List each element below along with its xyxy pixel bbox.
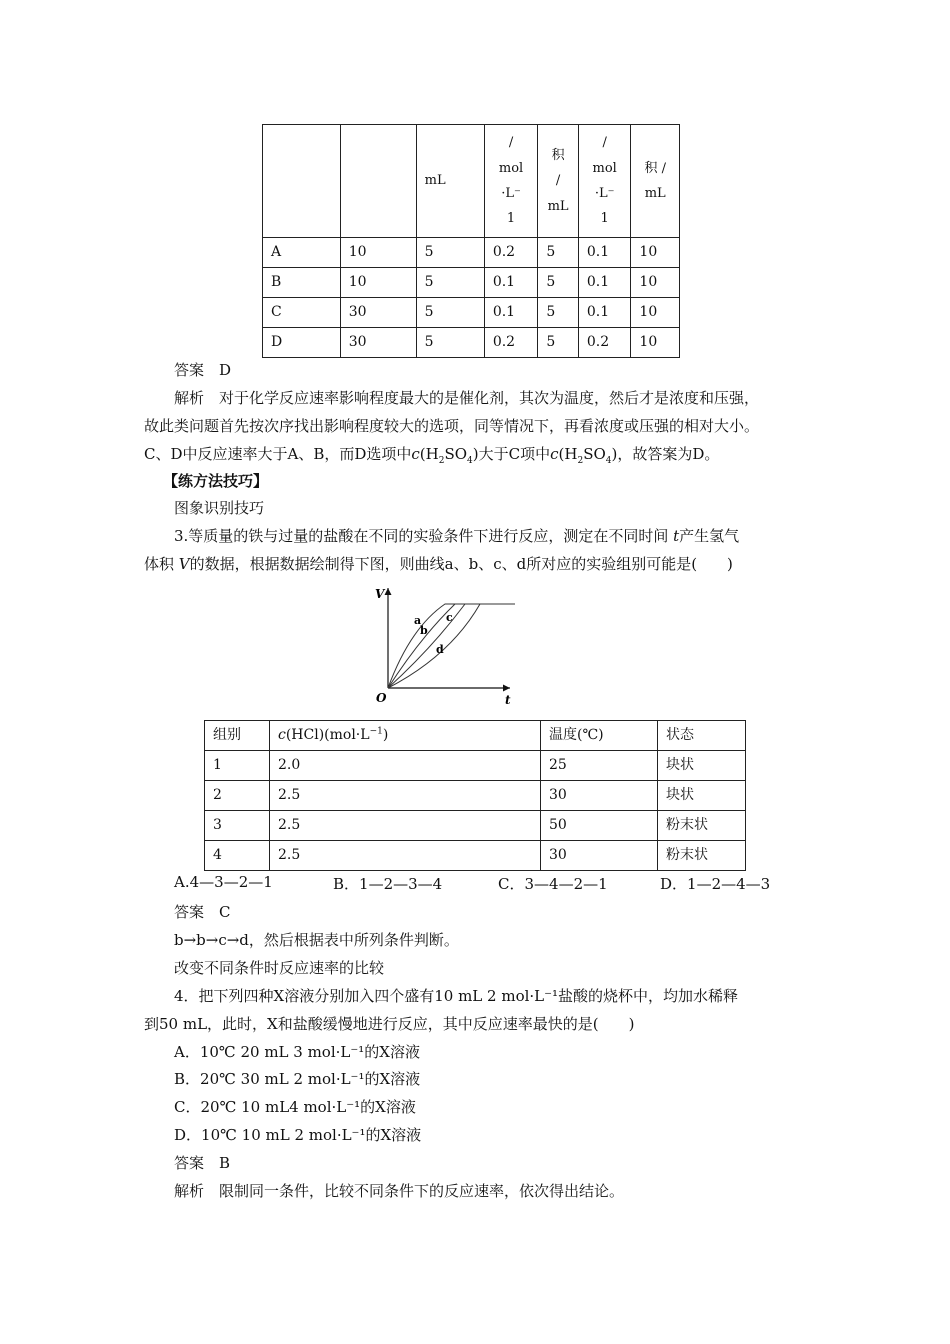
table-cell: 块状 [658, 781, 746, 811]
q3-line2: 体积 V的数据，根据数据绘制得下图，则曲线a、b、c、d所对应的实验组别可能是( ) [144, 555, 733, 573]
table-cell: 25 [541, 751, 658, 781]
table-cell: 5 [538, 268, 579, 298]
table-row [263, 328, 680, 358]
table-cell: 0.1 [578, 238, 631, 268]
curve-c [388, 604, 465, 688]
curve-label-d: d [436, 643, 444, 656]
q2-analysis-line2: 故此类问题首先按次序找出影响程度较大的选项，同等情况下，再看浓度或压强的相对大小。 [144, 417, 760, 435]
table-cell: 10 [340, 238, 416, 268]
q2-analysis-line3: C、D中反应速率大于A、B，而D选项中$c(H_2SO_4)$大于C项中$c(H_2SO_4)$，故答案为D。 [144, 445, 720, 466]
curve-label-b: b [420, 624, 428, 637]
table-cell: 2.0 [270, 751, 541, 781]
table-cell: 10 [340, 268, 416, 298]
curve-b [388, 604, 455, 688]
q4-analysis: 解析 限制同一条件，比较不同条件下的反应速率，依次得出结论。 [174, 1182, 625, 1200]
table-cell: 30 [541, 781, 658, 811]
table-cell: 块状 [658, 751, 746, 781]
table-cell: 2.5 [270, 841, 541, 871]
table-header-cell: 积 / mL [631, 125, 680, 238]
table-cell: D [263, 328, 341, 358]
table-cell: 2 [205, 781, 270, 811]
table-cell: 2.5 [270, 811, 541, 841]
q2-answer: 答案 D [174, 361, 232, 379]
table-cell: 0.1 [578, 268, 631, 298]
q3-line1: 3.等质量的铁与过量的盐酸在不同的实验条件下进行反应，测定在不同时间 t产生氢气 [174, 527, 740, 545]
q2-analysis-line1: 解析 对于化学反应速率影响程度最大的是催化剂，其次为温度，然后才是浓度和压强， [174, 389, 760, 407]
q4-line2: 到50 mL，此时，X和盐酸缓慢地进行反应，其中反应速率最快的是( ) [144, 1015, 635, 1033]
table-cell: 5 [538, 238, 579, 268]
table-cell: 0.1 [578, 298, 631, 328]
x-axis-label: t [505, 693, 511, 707]
q3-option-c: C．3—4—2—1 [498, 875, 608, 893]
y-axis-label: V [375, 587, 385, 601]
table-cell: 10 [631, 328, 680, 358]
q4-answer: 答案 B [174, 1154, 231, 1172]
table-cell: 30 [340, 298, 416, 328]
table-cell: 粉末状 [658, 811, 746, 841]
table-cell: 5 [416, 328, 484, 358]
section-subheading: 图象识别技巧 [174, 499, 265, 517]
table-cell: 10 [631, 268, 680, 298]
table-header-cell [340, 125, 416, 238]
table-cell: A [263, 238, 341, 268]
table-cell: 5 [538, 328, 579, 358]
table-header-cell: mL [416, 125, 484, 238]
origin-label: O [376, 691, 387, 705]
table-cell: 5 [538, 298, 579, 328]
table-row [205, 841, 746, 871]
table-cell: 0.2 [484, 238, 538, 268]
table-cell: 0.1 [484, 298, 538, 328]
table-cell: B [263, 268, 341, 298]
table-cell: 30 [541, 841, 658, 871]
table-cell: 4 [205, 841, 270, 871]
table-cell: 5 [416, 268, 484, 298]
q4-line1: 4．把下列四种X溶液分别加入四个盛有10 mL 2 mol·L⁻¹盐酸的烧杯中，均加水稀释 [174, 987, 739, 1005]
table-cell: 10 [631, 238, 680, 268]
table-cell: 10 [631, 298, 680, 328]
table-row [205, 781, 746, 811]
table-header-cell: 状态 [658, 721, 746, 751]
table-cell: 5 [416, 298, 484, 328]
q3-explain: b→b→c→d，然后根据表中所列条件判断。 [174, 931, 459, 949]
table-row [205, 811, 746, 841]
q4-option-d: D．10℃ 10 mL 2 mol·L⁻¹的X溶液 [174, 1126, 422, 1144]
table-row [205, 751, 746, 781]
q4-option-a: A．10℃ 20 mL 3 mol·L⁻¹的X溶液 [174, 1043, 420, 1061]
table-header-cell: $c(HCl)(mol\cdot L^{-1})$ [270, 721, 541, 751]
table-cell: 3 [205, 811, 270, 841]
section-heading: 【练方法技巧】 [163, 472, 269, 490]
curve-label-a: a [414, 614, 422, 627]
table-cell: 50 [541, 811, 658, 841]
table-cell: 1 [205, 751, 270, 781]
table-header-row [205, 721, 746, 751]
conditions-table [204, 720, 746, 871]
table-header-cell: 温度(℃) [541, 721, 658, 751]
table-row [263, 298, 680, 328]
table-cell: 30 [340, 328, 416, 358]
table-row [263, 268, 680, 298]
table-header-cell: 积 / mL [538, 125, 579, 238]
q4-option-c: C．20℃ 10 mL4 mol·L⁻¹的X溶液 [174, 1098, 416, 1116]
table-row [263, 238, 680, 268]
table-header-cell: / mol ·L⁻ 1 [578, 125, 631, 238]
experiment-table [262, 124, 680, 358]
table-cell: 5 [416, 238, 484, 268]
table-header-cell [263, 125, 341, 238]
curve-label-c: c [446, 611, 453, 624]
table-header-row [263, 125, 680, 238]
table-cell: C [263, 298, 341, 328]
q3-option-d: D．1—2—4—3 [660, 875, 771, 893]
table-cell: 0.2 [578, 328, 631, 358]
table-header-cell: / mol ·L⁻ 1 [484, 125, 538, 238]
table-header-cell: 组别 [205, 721, 270, 751]
q3-option-b: B．1—2—3—4 [333, 875, 443, 893]
table-cell: 2.5 [270, 781, 541, 811]
subheading-2: 改变不同条件时反应速率的比较 [174, 959, 385, 977]
table-cell: 0.1 [484, 268, 538, 298]
q4-option-b: B．20℃ 30 mL 2 mol·L⁻¹的X溶液 [174, 1070, 421, 1088]
table-cell: 粉末状 [658, 841, 746, 871]
q3-option-a: A.4—3—2—1 [174, 873, 273, 891]
volume-time-graph [370, 578, 530, 708]
q3-answer: 答案 C [174, 903, 231, 921]
table-cell: 0.2 [484, 328, 538, 358]
